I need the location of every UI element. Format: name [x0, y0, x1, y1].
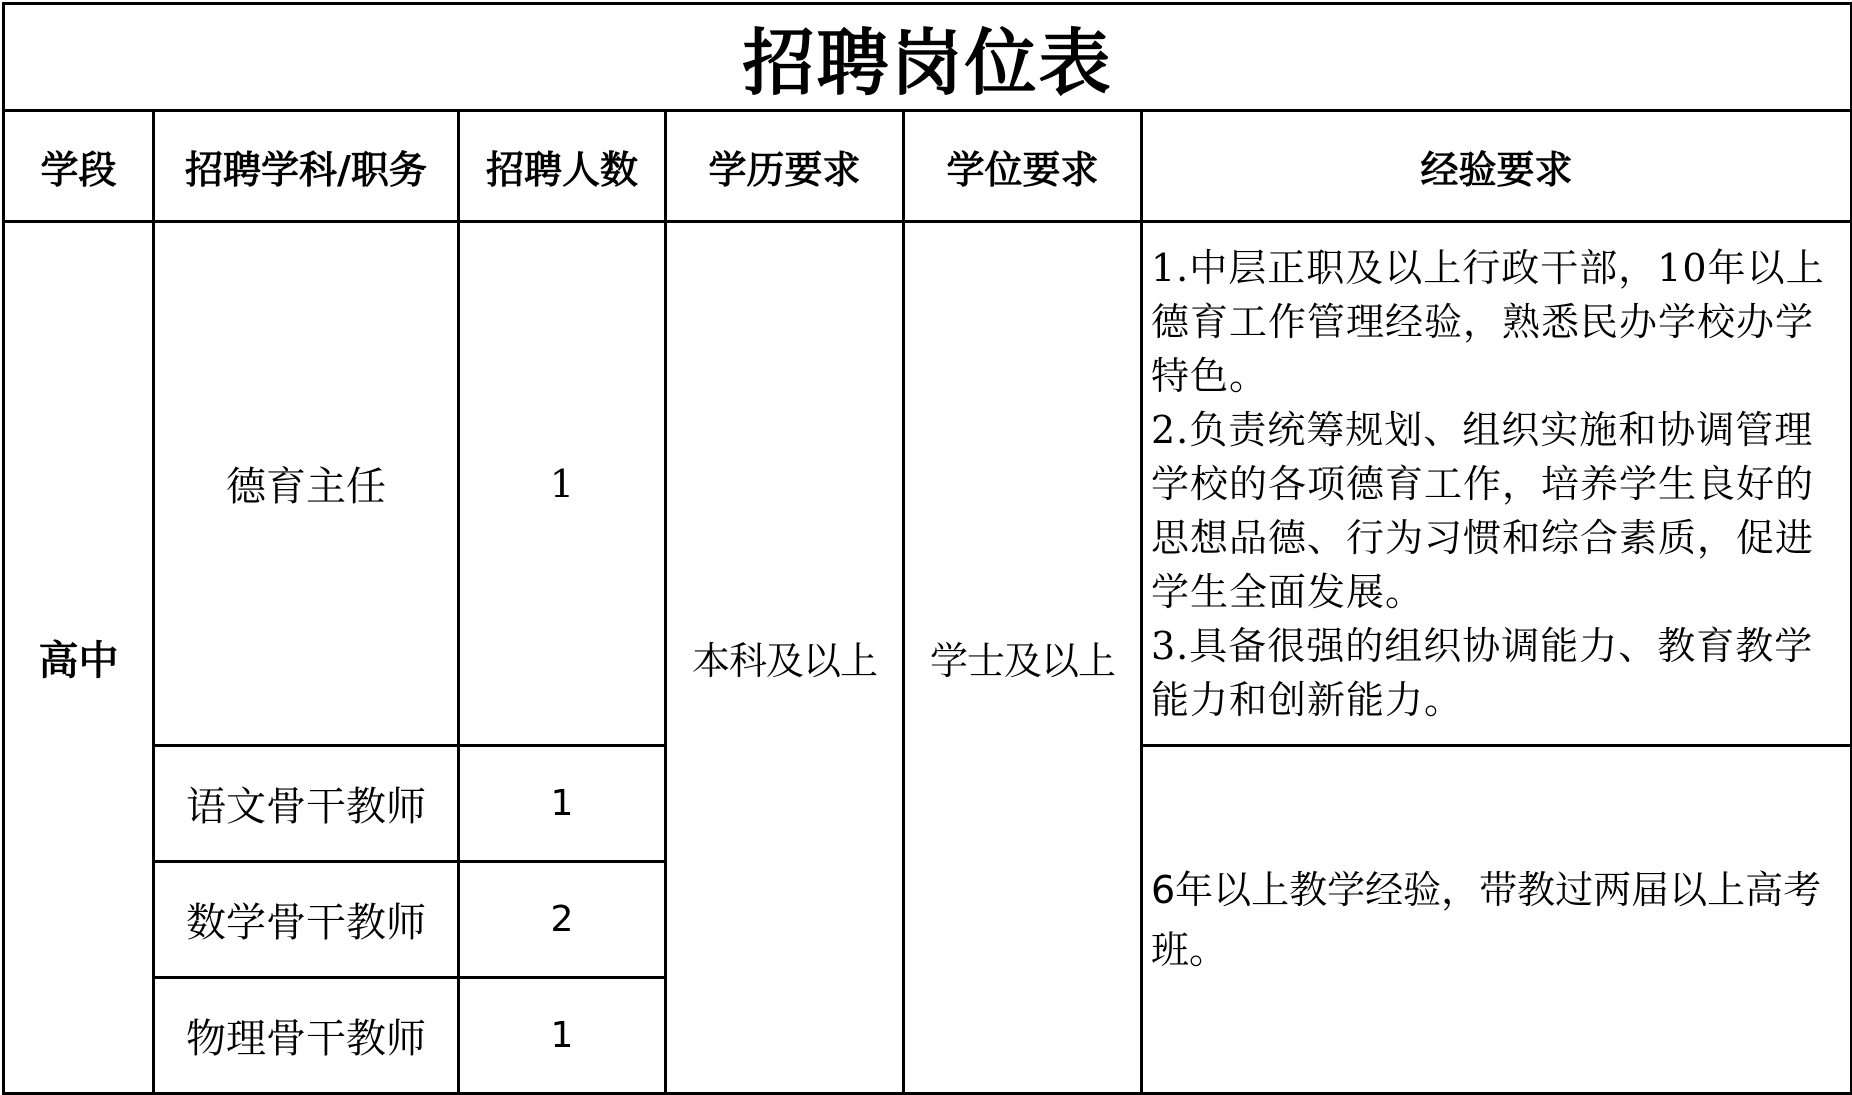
experience-item: 1.中层正职及以上行政干部，10年以上德育工作管理经验，熟悉民办学校办学特色。 — [1151, 245, 1825, 398]
degree-cell: 学士及以上 — [904, 222, 1142, 1094]
count-cell: 1 — [459, 746, 666, 862]
teacher-experience-cell: 6年以上教学经验，带教过两届以上高考班。 — [1142, 746, 1852, 1094]
stage-cell: 高中 — [4, 222, 154, 1094]
experience-item: 2.负责统筹规划、组织实施和协调管理学校的各项德育工作，培养学生良好的思想品德、行为习惯和综合素质，促进学生全面发展。 — [1151, 407, 1815, 614]
header-degree: 学位要求 — [904, 111, 1142, 222]
subject-cell: 德育主任 — [154, 222, 459, 746]
header-education: 学历要求 — [666, 111, 904, 222]
header-experience: 经验要求 — [1142, 111, 1852, 222]
table-title: 招聘岗位表 — [4, 4, 1852, 111]
experience-cell — [1142, 222, 1852, 746]
subject-cell: 语文骨干教师 — [154, 746, 459, 862]
title-row — [4, 4, 1852, 111]
header-stage: 学段 — [4, 111, 154, 222]
subject-cell: 数学骨干教师 — [154, 862, 459, 978]
subject-cell: 物理骨干教师 — [154, 978, 459, 1094]
count-cell: 1 — [459, 222, 666, 746]
experience-item: 3.具备很强的组织协调能力、教育教学能力和创新能力。 — [1151, 623, 1814, 722]
count-cell: 2 — [459, 862, 666, 978]
education-cell: 本科及以上 — [666, 222, 904, 1094]
table-row — [4, 222, 1852, 746]
recruitment-table — [2, 2, 1852, 1095]
count-cell: 1 — [459, 978, 666, 1094]
header-count: 招聘人数 — [459, 111, 666, 222]
header-subject: 招聘学科/职务 — [154, 111, 459, 222]
header-row — [4, 111, 1852, 222]
